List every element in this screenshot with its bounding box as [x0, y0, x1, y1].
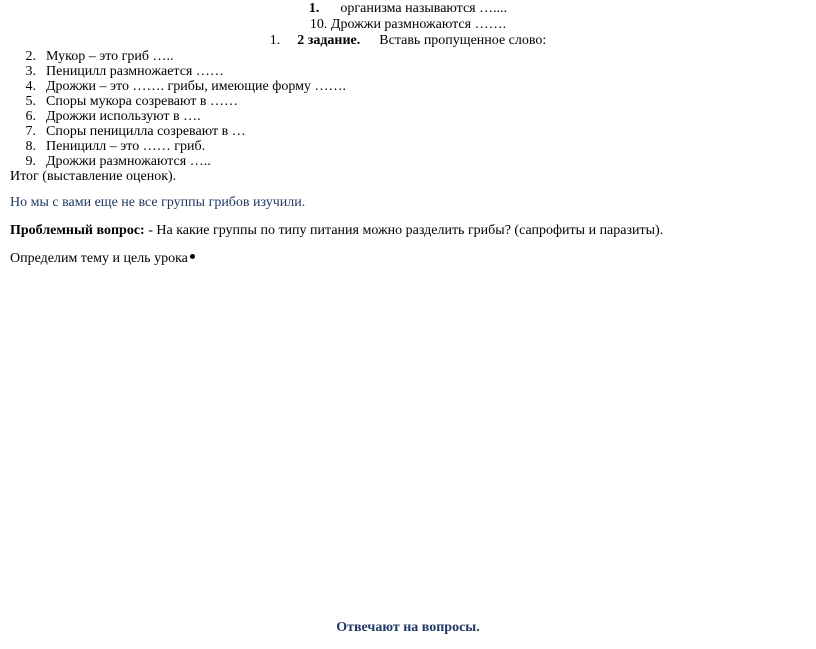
- list-item: [18, 154, 211, 170]
- list-item-text: Мукор – это гриб …..: [46, 49, 174, 64]
- list-item-text: Пеницилл – это …… гриб.: [46, 139, 206, 154]
- goal-text: Определим тему и цель урока: [10, 251, 188, 266]
- numbered-line-10: [0, 17, 816, 33]
- numbered-line-1: [0, 1, 816, 17]
- list-item-number: 2.: [25, 49, 36, 64]
- problem-question: [10, 223, 663, 239]
- summary-text: Итог (выставление оценок).: [10, 169, 177, 184]
- list-item-number: 9.: [25, 154, 36, 169]
- list-item-text: Споры пеницилла созревают в …: [46, 124, 246, 139]
- line-number: 1.: [308, 1, 320, 16]
- list-item: [18, 124, 246, 140]
- summary-line: [10, 169, 176, 185]
- list-item-number: 3.: [25, 64, 36, 79]
- groups-paragraph: [10, 195, 305, 211]
- footer-text: Отвечают на вопросы.: [336, 620, 480, 635]
- list-item: [18, 64, 224, 80]
- groups-text: Но мы с вами еще не все группы грибов изучили.: [10, 195, 306, 210]
- problem-label: Проблемный вопрос:: [10, 223, 145, 238]
- list-item: [18, 49, 174, 65]
- list-item: [18, 94, 238, 110]
- list-item-number: 8.: [25, 139, 36, 154]
- list-item-text: Споры мукора созревают в ……: [46, 94, 239, 109]
- line-text: 10. Дрожжи размножаются …….: [309, 17, 507, 32]
- list-item: [18, 139, 205, 155]
- list-item-number: 7.: [25, 124, 36, 139]
- list-item-number: 5.: [25, 94, 36, 109]
- task-label: 2 задание.: [297, 33, 361, 48]
- list-item-text: Дрожжи размножаются …..: [46, 154, 211, 169]
- bullet-icon: [190, 254, 195, 259]
- list-item-text: Дрожжи – это ……. грибы, имеющие форму …….: [46, 79, 346, 94]
- goal-line: [10, 251, 195, 267]
- task-instruction: Вставь пропущенное слово:: [379, 33, 547, 48]
- list-item-number: 6.: [25, 109, 36, 124]
- list-item-number: 4.: [25, 79, 36, 94]
- task-heading: [0, 33, 816, 49]
- list-item: [18, 79, 346, 95]
- list-item-text: Пеницилл размножается ……: [46, 64, 224, 79]
- list-item: [18, 109, 201, 125]
- list-item-text: Дрожжи используют в ….: [46, 109, 201, 124]
- problem-text: - На какие группы по типу питания можно разделить грибы? (сапрофиты и паразиты).: [144, 223, 664, 238]
- footer-note: [0, 620, 816, 636]
- task-number: 1.: [269, 33, 281, 48]
- line-text: организма называются …....: [340, 1, 508, 16]
